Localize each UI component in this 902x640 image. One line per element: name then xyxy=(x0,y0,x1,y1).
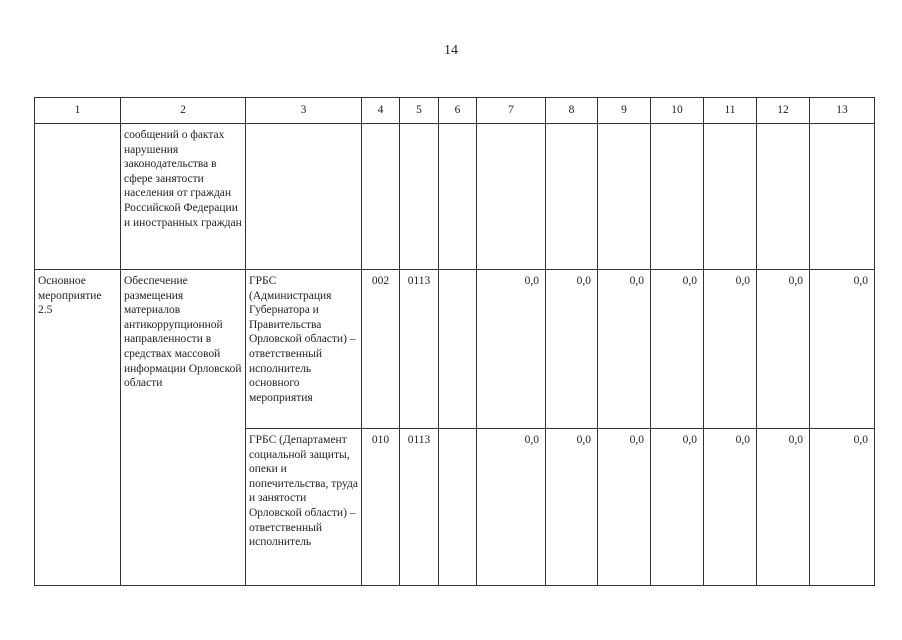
value-cell: 0,0 xyxy=(757,429,810,586)
value-cell: 0,0 xyxy=(598,270,651,429)
header-cell: 6 xyxy=(439,98,477,124)
header-cell: 1 xyxy=(35,98,121,124)
table-cell xyxy=(546,124,598,270)
value-cell: 0,0 xyxy=(477,429,546,586)
table-cell xyxy=(477,124,546,270)
value-cell: 0,0 xyxy=(757,270,810,429)
header-cell: 8 xyxy=(546,98,598,124)
header-cell: 12 xyxy=(757,98,810,124)
code-cell: 010 xyxy=(362,429,400,586)
activity-name: Основное мероприятие 2.5 xyxy=(35,270,121,586)
value-cell: 0,0 xyxy=(546,270,598,429)
continuation-row xyxy=(35,124,875,270)
value-cell: 0,0 xyxy=(651,270,704,429)
table-cell xyxy=(757,124,810,270)
code-cell xyxy=(439,429,477,586)
header-cell: 2 xyxy=(121,98,246,124)
value-cell: 0,0 xyxy=(704,429,757,586)
header-row xyxy=(35,98,875,124)
value-cell: 0,0 xyxy=(810,270,875,429)
value-cell: 0,0 xyxy=(598,429,651,586)
budget-table xyxy=(34,97,875,586)
value-cell: 0,0 xyxy=(546,429,598,586)
table-cell xyxy=(704,124,757,270)
header-cell: 9 xyxy=(598,98,651,124)
header-cell: 4 xyxy=(362,98,400,124)
table-cell xyxy=(651,124,704,270)
table-cell xyxy=(246,124,362,270)
activity-row xyxy=(35,270,875,429)
continuation-description: сообщений о фактах нарушения законодательства в сфере занятости населения от граждан Российской Федерации и иностранных граждан xyxy=(121,124,246,270)
header-cell: 3 xyxy=(246,98,362,124)
table-cell xyxy=(362,124,400,270)
table-cell xyxy=(400,124,439,270)
header-cell: 5 xyxy=(400,98,439,124)
value-cell: 0,0 xyxy=(651,429,704,586)
table-cell xyxy=(598,124,651,270)
code-cell: 0113 xyxy=(400,429,439,586)
table-cell xyxy=(439,124,477,270)
executor-cell: ГРБС (Департамент социальной защиты, опеки и попечительства, труда и занятости Орловской области) – ответственный исполнитель xyxy=(246,429,362,586)
table-cell xyxy=(35,124,121,270)
activity-description: Обеспечение размещения материалов антикоррупционной направленности в средствах массовой информации Орловской области xyxy=(121,270,246,586)
value-cell: 0,0 xyxy=(704,270,757,429)
header-cell: 7 xyxy=(477,98,546,124)
value-cell: 0,0 xyxy=(477,270,546,429)
code-cell xyxy=(439,270,477,429)
code-cell: 002 xyxy=(362,270,400,429)
code-cell: 0113 xyxy=(400,270,439,429)
table-cell xyxy=(810,124,875,270)
executor-cell: ГРБС (Администрация Губернатора и Правительства Орловской области) – ответственный исполнитель основного мероприятия xyxy=(246,270,362,429)
value-cell: 0,0 xyxy=(810,429,875,586)
header-cell: 13 xyxy=(810,98,875,124)
header-cell: 10 xyxy=(651,98,704,124)
page-number: 14 xyxy=(444,43,458,58)
header-cell: 11 xyxy=(704,98,757,124)
